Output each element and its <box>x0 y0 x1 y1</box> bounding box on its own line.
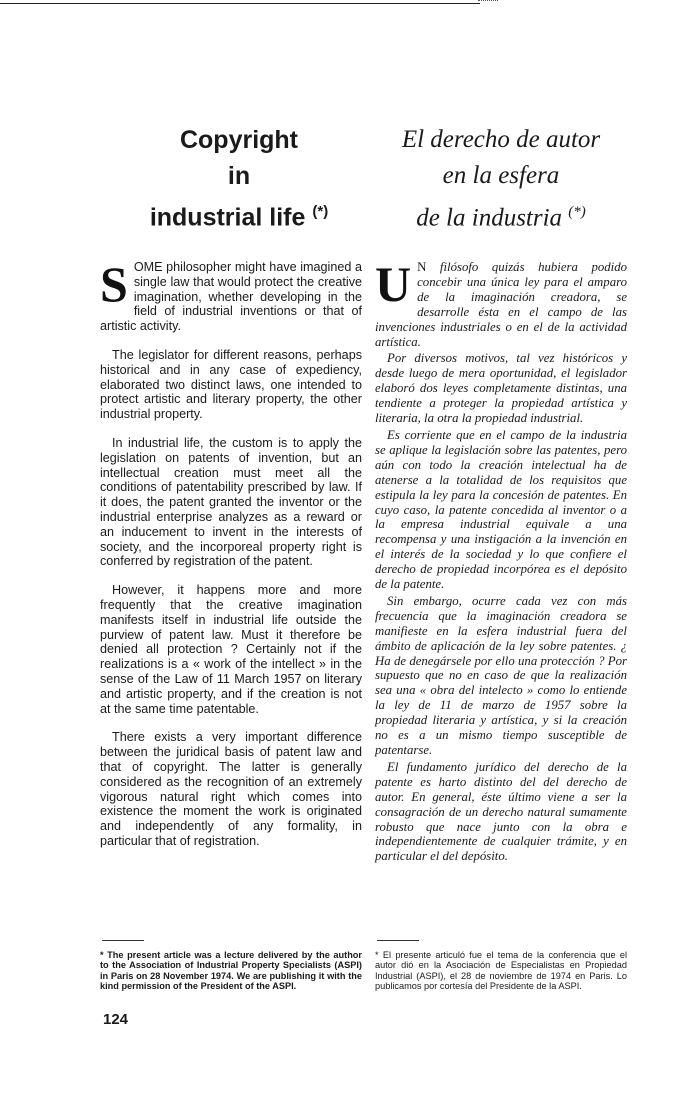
english-paragraph: There exists a very important difference between the juridical basis of patent law and that of copyright. The latter is generally considered as the recognition of an extremely vigorous natural right which comes into existence the moment the work is originated and independently of any formality, in particular that of registration. <box>100 730 362 848</box>
spanish-title-line: El derecho de autor <box>401 126 601 153</box>
top-rule-dots <box>478 0 498 7</box>
spanish-title-line <box>375 194 627 236</box>
english-paragraph: In industrial life, the custom is to apply the legislation on patents of invention, but an intellectual creation must meet all the conditions of patentability prescribed by law. If it does, the patent granted the inventor or the industrial enterprise analyzes as a reward or an inducement to invent in the interests of society, and the incorporeal property right is conferred by registration of the patent. <box>100 435 362 569</box>
spanish-paragraph <box>375 256 627 349</box>
spanish-title <box>375 122 627 236</box>
english-title-line: Copyright <box>179 126 299 154</box>
top-rule <box>0 3 480 4</box>
english-first-word: OME <box>133 260 163 274</box>
english-title <box>108 122 370 235</box>
english-note-mark: (*) <box>312 203 329 220</box>
english-dropcap: S <box>100 256 128 312</box>
spanish-dropcap: U <box>375 256 412 312</box>
english-paragraph-text: philosopher might have imagined a single law that would protect the creative imagination, whether developing in the field of industrial inventions or that of artistic activity. <box>100 260 362 334</box>
page-number: 124 <box>103 1011 129 1028</box>
spanish-title-text: de la industria <box>416 204 563 232</box>
english-paragraph: However, it happens more and more frequently that the creative imagination manifests itself in industrial life outside the purview of patent law. Must it therefore be denied all protection ? Certainly not if the realizations is a « work of the intellect » in the sense of the Law of 11 March 1957 on literary and artistic property, and if the creation is not at the same time patentable. <box>100 583 362 716</box>
english-title-line <box>108 194 370 235</box>
spanish-paragraph: Por diversos motivos, tal vez históricos y desde luego de mera oportunidad, el legislador elaboró dos leyes completamente distintas, una tendiente a proteger la propiedad artística y literaria, la otra la propiedad industrial. <box>375 351 627 426</box>
english-footnote-rule <box>102 940 144 941</box>
english-paragraph: The legislator for different reasons, perhaps historical and in any case of expediency, elaborated two distinct laws, one intended to protect artistic and literary property, the other industrial property. <box>100 347 362 422</box>
spanish-title-line: en la esfera <box>442 162 560 189</box>
spanish-footnote: * El presente articuló fue el tema de la conferencia que el autor dió en la Asociación de Especialistas en Propiedad Industrial (ASPI), el 28 de noviembre de 1974 en Paris. Lo publicamos por cortesía del Presidente de la ASPI. <box>375 950 627 992</box>
english-footnote: * The present article was a lecture delivered by the author to the Association of Industrial Property Specialists (ASPI) in Paris on 28 November 1974. We are publishing it with the kind permission of the President of the ASPI. <box>100 950 362 992</box>
spanish-paragraph: Sin embargo, ocurre cada vez con más frecuencia que la imaginación creadora se manifieste en la esfera industrial fuera del ámbito de aplicación de la ley sobre patentes. ¿ Ha de denegársele por ello una protección ? Por supuesto que no en caso de que la realización sea una « obra del intelecto » como lo entiende la ley de 11 de marzo de 1957 sobre la propiedad literaria y artística, y si la creación no es a un mismo tiempo susceptible de patentarse. <box>375 593 627 757</box>
english-body <box>100 256 362 863</box>
spanish-note-mark: (*) <box>568 204 586 220</box>
english-title-text: industrial life <box>149 203 306 232</box>
english-paragraph <box>100 256 362 334</box>
english-title-line: in <box>227 162 251 190</box>
spanish-paragraph: Es corriente que en el campo de la industria se aplique la legislación sobre las patentes, pero aún con todo la creación intelectual ha de atenerse a la totalidad de los requisitos que estipula la ley para la concesión de patentes. En cuyo caso, la patente concedida al inventor o a la empresa industrial equivale a una recompensa y una instigación a la invención en el interés de la sociedad y lo que confiere el derecho de propiedad incorpórea es el depósito de la patente. <box>375 427 627 592</box>
spanish-footnote-rule <box>377 940 419 941</box>
spanish-paragraph-text: filósofo quizás hubiera podido concebir una única ley para el amparo de la imaginación creadora, se desarrolle ésta en el campo de las invenciones industriales o en el de la actividad artística. <box>375 260 627 349</box>
spanish-paragraph: El fundamento jurídico del derecho de la patente es harto distinto del del derecho de autor. En general, éste último viene a ser la consagración de un derecho natural sumamente robusto que nace junto con la obra e independientemente de cualquier trámite, y en particular el del depósito. <box>375 759 627 864</box>
spanish-first-word: N <box>417 260 427 274</box>
spanish-body <box>375 256 627 866</box>
